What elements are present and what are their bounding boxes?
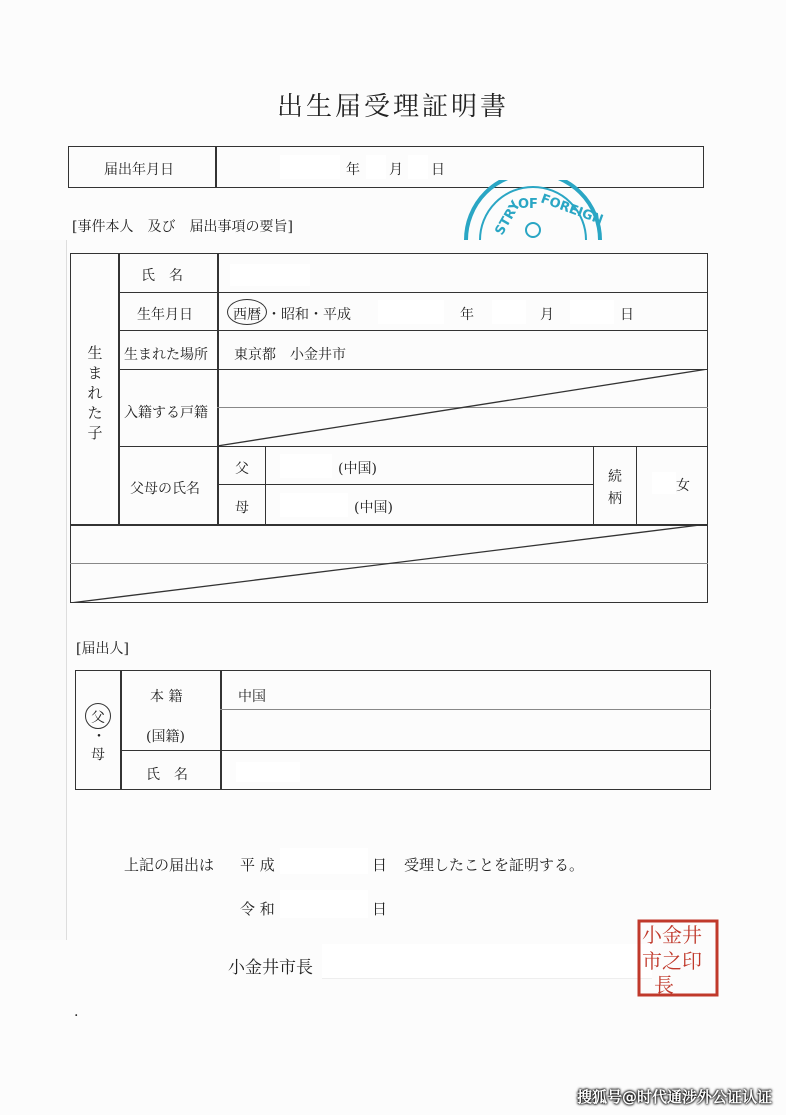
nationality-label: (国籍)	[146, 729, 185, 745]
cert-prefix: 上記の届出は	[124, 856, 215, 874]
domicile-label: 本 籍	[150, 689, 183, 705]
parents-label: 父母の氏名	[130, 481, 200, 497]
cert-era-reiwa: 令 和	[240, 900, 275, 918]
redaction	[366, 155, 386, 179]
era-seireki: 西暦	[233, 307, 261, 323]
page-title: 出生届受理証明書	[276, 92, 509, 122]
redaction	[280, 155, 340, 179]
relation-value: 女	[676, 478, 690, 494]
redaction	[280, 890, 368, 918]
reporter-name-label: 氏 名	[146, 767, 188, 783]
cert-era-heisei: 平 成	[240, 856, 275, 874]
filing-date-label: 届出年月日	[104, 162, 174, 178]
foreign-ministry-stamp	[458, 180, 608, 242]
section-child-heading: [事件本人 及び 届出事項の要旨]	[72, 219, 293, 235]
notes-strike	[70, 524, 708, 603]
redaction	[280, 848, 368, 874]
redaction	[652, 472, 676, 494]
selected-era-circle	[227, 299, 267, 325]
redaction	[322, 944, 652, 979]
svg-text:OF: OF	[518, 197, 538, 212]
watermark: 搜狐号@时代通涉外公证认证	[576, 1088, 772, 1106]
reporter-father-mark: 父	[91, 710, 105, 726]
child-group-label: 生 ま れ た 子	[87, 344, 103, 442]
mother-label: 母	[235, 500, 249, 516]
domicile-value: 中国	[238, 689, 266, 705]
svg-text:FOREIGN: FOREIGN	[538, 191, 606, 229]
mother-country: (中国)	[354, 500, 393, 516]
father-country: (中国)	[338, 461, 377, 477]
section-reporter-heading: [届出人]	[76, 641, 129, 657]
registry-strike	[217, 369, 708, 446]
relation-label-1: 続	[608, 469, 622, 485]
redaction	[280, 454, 332, 478]
father-label: 父	[235, 461, 249, 477]
cert-statement: 受理したことを証明する。	[404, 856, 585, 874]
svg-text:長: 長	[654, 973, 674, 997]
redaction	[230, 264, 310, 286]
certificate-page: 出生届受理証明書 届出年月日 年 月 日 [事件本人 及び 届出事項の要旨] STRY OF FOREIGN 生 ま れ た 子 氏 名 生年月日 西暦 ・昭和・平成 年 月 日 生まれた場所 東京都 小金井市 入籍する戸籍 父母の氏名 父 (中国) 母 (中国) 続 柄 女 [届出人] 父 ・ 母 本 籍 (国籍) 中国 氏 名 上記の届出は 平 成 日 受理したことを証明する。 令 和 日 小金井市長 小金井 市之印 長 . 搜狐号@时代通涉外公证认证	[0, 0, 786, 1115]
relation-label-2: 柄	[608, 491, 622, 507]
birthplace-label: 生まれた場所	[124, 347, 208, 363]
paper-edge	[0, 240, 67, 940]
child-dob-label: 生年月日	[137, 307, 193, 323]
child-name-label: 氏 名	[141, 268, 183, 284]
registry-label: 入籍する戸籍	[124, 405, 208, 421]
redaction	[492, 300, 526, 324]
redaction	[408, 155, 428, 179]
era-options: ・昭和・平成	[267, 307, 351, 323]
svg-text:小金井: 小金井	[642, 923, 702, 947]
mayor-seal	[636, 918, 720, 998]
reporter-mother-mark: 母	[91, 747, 105, 763]
redaction	[236, 762, 300, 782]
redaction	[378, 300, 444, 324]
mayor-label: 小金井市長	[228, 958, 313, 978]
redaction	[570, 300, 614, 324]
redaction	[280, 493, 348, 517]
svg-text:市之印: 市之印	[642, 949, 702, 973]
svg-text:STRY: STRY	[492, 198, 524, 238]
birthplace-value: 東京都 小金井市	[234, 347, 346, 363]
